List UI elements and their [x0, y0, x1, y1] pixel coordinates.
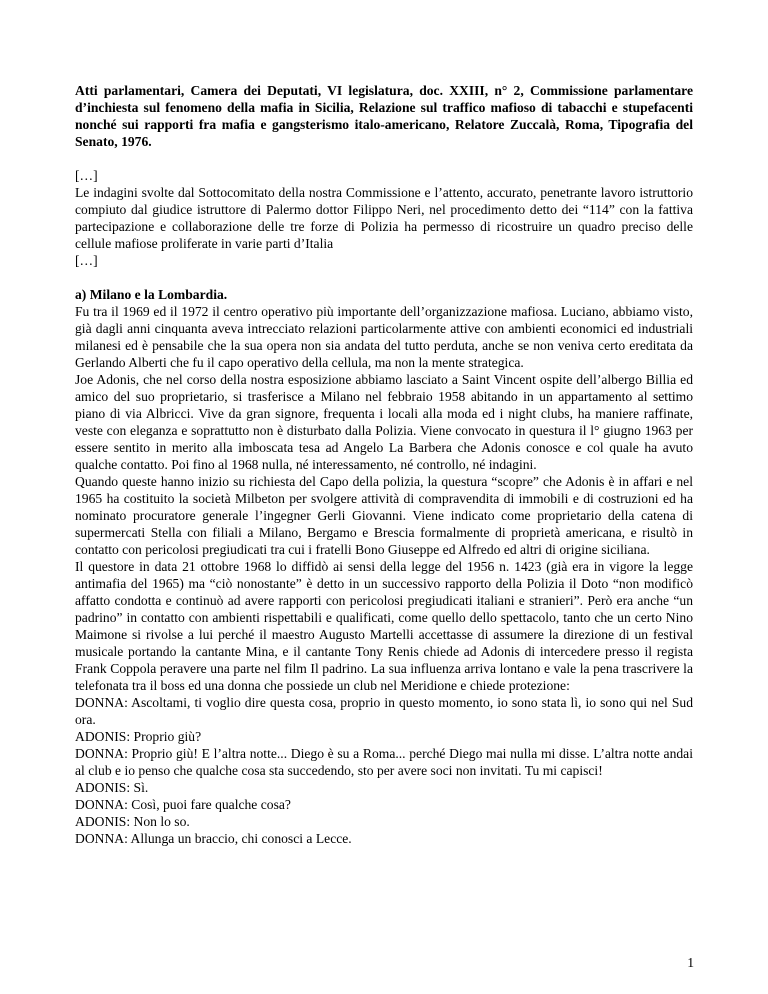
section-paragraph: Joe Adonis, che nel corso della nostra esposizione abbiamo lasciato a Saint Vincent ospite dell’albergo Billia ed amico del suo proprietario, si trasferisce a Milano nel febbraio 1958 abitando in un appartamento al settimo piano di via Albricci. Vive da gran signore, frequenta i locali alla moda ed i night clubs, ha maniere raffinate, veste con eleganza e soprattutto non è disturbato dalla Polizia. Viene convocato in questura il l° giugno 1963 per essere sentito in merito alla imboscata tesa ad Angelo La Barbera che Adonis conosce e col quale ha avuto qualche contatto. Poi fino al 1968 nulla, né interessamento, né controllo, né indagini. [75, 372, 693, 472]
ellipsis-start: […] [75, 168, 98, 183]
section-paragraph: Il questore in data 21 ottobre 1968 lo diffidò ai sensi della legge del 1956 n. 1423 (già era in vigore la legge antimafia del 1965) ma “ciò nonostante” è detto in un successivo rapporto della Polizia il Doto “non modificò affatto condotta e continuò ad avere rapporti con pericolosi pregiudicati italiani e stranieri”. Però era anche “un padrino” in contatto con ambienti rispettabili e qualificati, come quello dello spettacolo, tanto che un certo Nino Maimone si rivolse a lui perché il maestro Augusto Martelli accettasse di assumere la direzione di un festival musicale portando la cantante Mina, e il cantante Tony Renis chiede ad Adonis di intercedere presso il regista Frank Coppola peravere una parte nel film Il padrino. La sua influenza arriva lontano e vale la pena trascrivere la telefonata tra il boss ed una donna che possiede un club nel Meridione e chiede protezione: [75, 559, 693, 693]
intro-paragraph: Le indagini svolte dal Sottocomitato della nostra Commissione e l’attento, accurato, penetrante lavoro istruttorio compiuto dal giudice istruttore di Palermo dottor Filippo Neri, nel procedimento detto dei “114” con la fattiva partecipazione e collaborazione delle tre forze di Polizia ha permesso di ricostruire un quadro preciso delle cellule mafiose proliferate in varie parti d’Italia [75, 185, 693, 251]
section-paragraph: Fu tra il 1969 ed il 1972 il centro operativo più importante dell’organizzazione mafiosa. Luciano, abbiamo visto, già dagli anni cinquanta aveva intrecciato relazioni particolarmente attive con ambienti economici ed industriali milanesi ed è pensabile che la sua opera non sia andata del tutto perduta, anche se non veniva certo ereditata da Gerlando Alberti che fu il capo operativo della cellula, ma non la mente strategica. [75, 304, 693, 370]
dialogue-line: DONNA: Allunga un braccio, chi conosci a Lecce. [75, 831, 352, 846]
dialogue-line: DONNA: Ascoltami, ti voglio dire questa cosa, proprio in questo momento, io sono stata lì, io sono qui nel Sud ora. [75, 695, 693, 727]
ellipsis-end: […] [75, 253, 98, 268]
dialogue-line: ADONIS: Proprio giù? [75, 729, 202, 744]
dialogue-line: DONNA: Così, puoi fare qualche cosa? [75, 797, 291, 812]
dialogue-line: ADONIS: Sì. [75, 780, 149, 795]
dialogue-line: DONNA: Proprio giù! E l’altra notte... Diego è su a Roma... perché Diego mai nulla mi disse. L’altra notte andai al club e io penso che qualche cosa sta succedendo, sto per avere soci non invitati. Tu mi capisci! [75, 746, 693, 778]
page-number: 1 [687, 955, 694, 970]
intro-section [75, 167, 693, 269]
section-milano-lombardia [75, 286, 693, 847]
dialogue-line: ADONIS: Non lo so. [75, 814, 190, 829]
document-title: Atti parlamentari, Camera dei Deputati, VI legislatura, doc. XXIII, n° 2, Commissione parlamentare d’inchiesta sul fenomeno della mafia in Sicilia, Relazione sul traffico mafioso di tabacchi e stupefacenti nonché sui rapporti fra mafia e gangsterismo italo-americano, Relatore Zuccalà, Roma, Tipografia del Senato, 1976. [75, 83, 693, 149]
section-paragraph: Quando queste hanno inizio su richiesta del Capo della polizia, la questura “scopre” che Adonis è in affari e nel 1965 ha costituito la società Milbeton per svolgere attività di compravendita di immobili e di costruzioni ed ha nominato procuratore generale l’ingegner Gerli Giovanni. Viene indicato come proprietario della catena di supermercati Stella con filiali a Milano, Bergamo e Brescia formalmente di proprietà americana, e risultò in contatto con pericolosi pregiudicati tra cui i fratelli Bono Giuseppe ed Alfredo ed altri di origine siciliana. [75, 474, 693, 557]
section-heading: a) Milano e la Lombardia. [75, 287, 228, 302]
document-body [75, 82, 693, 847]
